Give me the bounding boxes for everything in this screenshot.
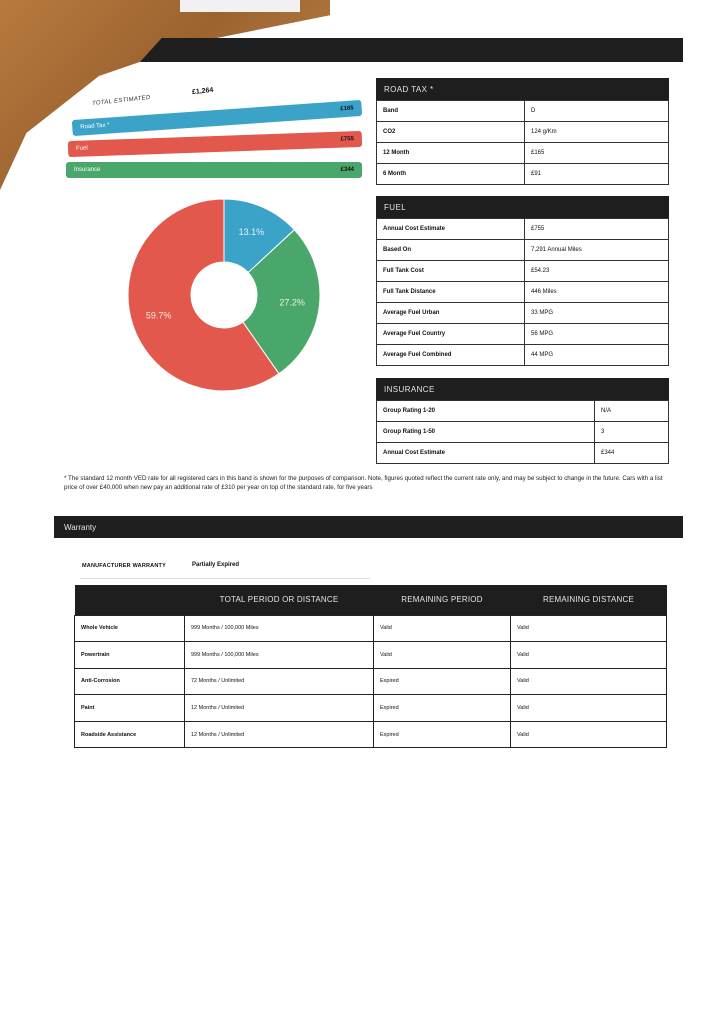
total-estimated-value: £1,264 (191, 86, 214, 97)
row-label: Average Fuel Combined (377, 345, 525, 366)
row-label: Average Fuel Urban (377, 303, 525, 324)
total-period: 12 Months / Unlimited (185, 695, 374, 722)
warranty-item-name: Powertrain (75, 642, 185, 669)
road-tax-footnote: * The standard 12 month VED rate for all registered cars in this band is shown for the purposes of comparison. Note, figures quoted reflect the current rate only, and may be subject to change in the future. Cars with a list price of over £40,000 when new pay an additional rate of £310 per year on top of the standard rate, for five years (64, 475, 663, 491)
warranty-row (75, 615, 667, 642)
table-row (377, 282, 669, 303)
remaining-period: Expired (374, 668, 511, 695)
table-row (377, 345, 669, 366)
table-row (377, 401, 669, 422)
row-label: Annual Cost Estimate (377, 443, 595, 464)
row-value: 56 MPG (525, 324, 669, 345)
table-row (377, 143, 669, 164)
warranty-table (74, 585, 667, 748)
warranty-row (75, 668, 667, 695)
row-value: 124 g/Km (525, 122, 669, 143)
manufacturer-warranty-value: Partially Expired (192, 562, 240, 568)
table-row (377, 122, 669, 143)
table-row (377, 240, 669, 261)
row-value: 3 (595, 422, 669, 443)
row-value: £91 (525, 164, 669, 185)
row-value: 446 Miles (525, 282, 669, 303)
column-header: TOTAL PERIOD OR DISTANCE (185, 585, 374, 615)
remaining-period: Expired (374, 695, 511, 722)
road-tax-bar (72, 100, 362, 136)
table-row (377, 164, 669, 185)
donut-slice-label: 13.1% (238, 227, 265, 238)
warranty-item-name: Roadside Assistance (75, 721, 185, 748)
insurance-bar-value: £344 (340, 167, 354, 173)
total-period: 72 Months / Unlimited (185, 668, 374, 695)
remaining-distance: Valid (511, 695, 667, 722)
road-tax-bar-value: £165 (340, 105, 354, 113)
row-value: 33 MPG (525, 303, 669, 324)
remaining-distance: Valid (511, 668, 667, 695)
column-header: REMAINING PERIOD (374, 585, 511, 615)
row-label: Group Rating 1-20 (377, 401, 595, 422)
row-label: 12 Month (377, 143, 525, 164)
total-estimated-label: TOTAL ESTIMATED (91, 94, 151, 108)
warranty-row (75, 642, 667, 669)
remaining-period: Expired (374, 721, 511, 748)
row-value: N/A (595, 401, 669, 422)
total-period: 12 Months / Unlimited (185, 721, 374, 748)
row-value: £344 (595, 443, 669, 464)
remaining-distance: Valid (511, 721, 667, 748)
cost-breakdown-donut-chart (126, 193, 322, 397)
table-row (377, 303, 669, 324)
donut-slice-label: 59.7% (145, 310, 172, 321)
row-value: £54.23 (525, 261, 669, 282)
fuel-panel (376, 196, 669, 366)
fuel-bar-label: Fuel (75, 145, 88, 152)
page-header-bar (140, 38, 683, 62)
warranty-header-row (75, 585, 667, 615)
insurance-panel (376, 378, 669, 464)
warranty-item-name: Anti-Corrosion (75, 668, 185, 695)
row-label: Average Fuel Country (377, 324, 525, 345)
warranty-title: Warranty (54, 516, 683, 538)
remaining-distance: Valid (511, 615, 667, 642)
road-tax-bar-label: Road Tax * (80, 122, 110, 131)
row-value: D (525, 101, 669, 122)
remaining-period: Valid (374, 615, 511, 642)
total-period: 999 Months / 100,000 Miles (185, 615, 374, 642)
fuel-bar (68, 131, 362, 157)
insurance-bar (66, 162, 362, 178)
warranty-item-name: Whole Vehicle (75, 615, 185, 642)
row-value: 44 MPG (525, 345, 669, 366)
row-label: Band (377, 101, 525, 122)
row-value: 7,291 Annual Miles (525, 240, 669, 261)
insurance-title: INSURANCE (376, 378, 669, 400)
row-label: CO2 (377, 122, 525, 143)
fuel-title: FUEL (376, 196, 669, 218)
row-label: Annual Cost Estimate (377, 219, 525, 240)
table-row (377, 443, 669, 464)
fuel-table (376, 218, 669, 366)
donut-slice-label: 27.2% (279, 297, 305, 308)
road-tax-table (376, 100, 669, 185)
insurance-bar-label: Insurance (74, 167, 101, 173)
remaining-distance: Valid (511, 642, 667, 669)
table-row (377, 101, 669, 122)
column-header: REMAINING DISTANCE (511, 585, 667, 615)
table-row (377, 261, 669, 282)
remaining-period: Valid (374, 642, 511, 669)
road-tax-panel (376, 78, 669, 185)
row-value: £755 (525, 219, 669, 240)
warranty-item-name: Paint (75, 695, 185, 722)
road-tax-title: ROAD TAX * (376, 78, 669, 100)
warranty-row (75, 721, 667, 748)
paper-corner (180, 0, 300, 12)
table-row (377, 422, 669, 443)
row-label: Full Tank Cost (377, 261, 525, 282)
row-value: £165 (525, 143, 669, 164)
divider (80, 578, 370, 579)
row-label: Group Rating 1-50 (377, 422, 595, 443)
manufacturer-warranty-label: MANUFACTURER WARRANTY (82, 563, 166, 569)
column-header (75, 585, 185, 615)
row-label: Based On (377, 240, 525, 261)
table-row (377, 219, 669, 240)
warranty-row (75, 695, 667, 722)
row-label: 6 Month (377, 164, 525, 185)
row-label: Full Tank Distance (377, 282, 525, 303)
fuel-bar-value: £755 (340, 136, 355, 143)
insurance-table (376, 400, 669, 464)
table-row (377, 324, 669, 345)
total-period: 999 Months / 100,000 Miles (185, 642, 374, 669)
